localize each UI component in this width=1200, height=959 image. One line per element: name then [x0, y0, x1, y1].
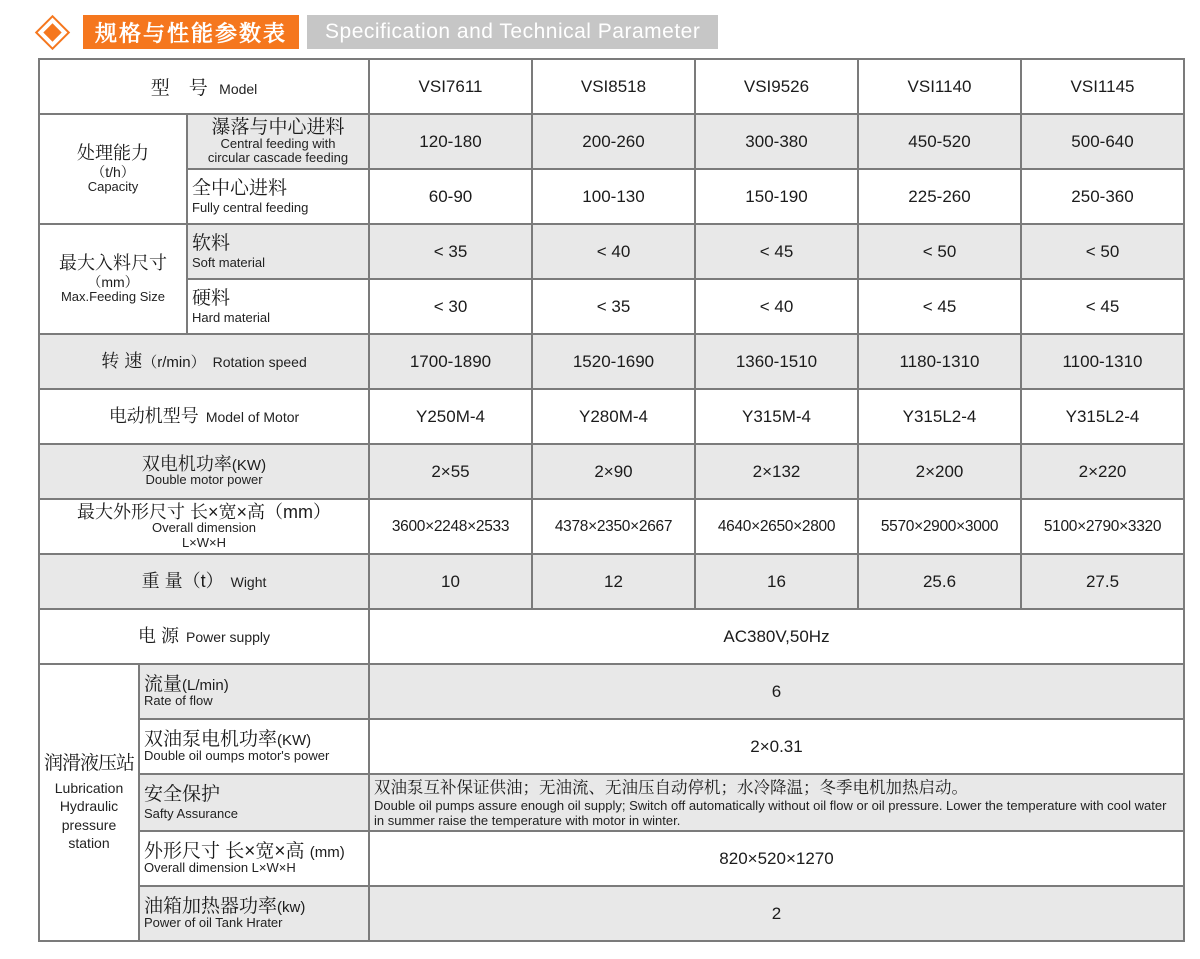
group-feeding-zh: 最大入料尺寸: [59, 253, 167, 274]
row-capacity-cascade: [39, 114, 1184, 169]
value-cell: 27.5: [1021, 554, 1184, 609]
value-cell: 2×200: [858, 444, 1021, 499]
row-lub-flow: [39, 664, 1184, 719]
row-feed-hard: [39, 279, 1184, 334]
row-lub-dimension: [39, 831, 1184, 886]
value-cell: 1100-1310: [1021, 334, 1184, 389]
value-cell: 5570×2900×3000: [858, 499, 1021, 554]
motor-model-label: 电动机型号 Model of Motor: [39, 389, 369, 444]
value-cell: 1360-1510: [695, 334, 858, 389]
subrow-safety-label: 安全保护 Safty Assurance: [139, 774, 369, 831]
power-supply-value: AC380V,50Hz: [369, 609, 1184, 664]
row-rotation-speed: [39, 334, 1184, 389]
page-title-en: Specification and Technical Parameter: [307, 15, 718, 49]
model-name: VSI1145: [1021, 59, 1184, 114]
value-cell: 2×55: [369, 444, 532, 499]
value-cell: < 50: [858, 224, 1021, 279]
model-header-en: Model: [219, 81, 258, 97]
subrow-heater-label: 油箱加热器功率(kw) Power of oil Tank Hrater: [139, 886, 369, 941]
group-capacity: [39, 114, 187, 224]
subrow-central-label: 全中心进料 Fully central feeding: [187, 169, 369, 224]
group-feeding-unit: （mm）: [87, 274, 139, 291]
value-cell: 5100×2790×3320: [1021, 499, 1184, 554]
power-supply-label: 电 源 Power supply: [39, 609, 369, 664]
model-name: VSI8518: [532, 59, 695, 114]
group-capacity-unit: （t/h）: [91, 164, 135, 181]
value-cell: < 35: [369, 224, 532, 279]
model-header-zh: 型 号: [150, 78, 208, 99]
subrow-cascade-label: 瀑落与中心进料 Central feeding with circular cascade feeding: [187, 114, 369, 169]
value-cell: < 50: [1021, 224, 1184, 279]
row-motor-model: [39, 389, 1184, 444]
row-lub-safety: [39, 774, 1184, 831]
value-cell: 2×90: [532, 444, 695, 499]
section-header: [0, 0, 1200, 52]
value-cell: 12: [532, 554, 695, 609]
model-name: VSI7611: [369, 59, 532, 114]
group-capacity-zh: 处理能力: [77, 143, 149, 164]
spec-table: [38, 58, 1185, 942]
value-cell: 3600×2248×2533: [369, 499, 532, 554]
value-cell: 250-360: [1021, 169, 1184, 224]
group-lubrication-zh: 润滑液压站: [44, 753, 135, 775]
value-cell: 450-520: [858, 114, 1021, 169]
value-cell: < 35: [532, 279, 695, 334]
row-model-header: [39, 59, 1184, 114]
diamond-icon: [35, 14, 70, 49]
row-overall-dimension: [39, 499, 1184, 554]
value-cell: 100-130: [532, 169, 695, 224]
value-cell: 200-260: [532, 114, 695, 169]
group-feeding-en: Max.Feeding Size: [60, 289, 166, 305]
row-capacity-central: [39, 169, 1184, 224]
value-cell: 500-640: [1021, 114, 1184, 169]
row-lub-heater: [39, 886, 1184, 941]
subrow-lub-dim-label: 外形尺寸 长×宽×高 (mm) Overall dimension L×W×H: [139, 831, 369, 886]
overall-dim-label: 最大外形尺寸 长×宽×高（mm） Overall dimension L×W×H: [39, 499, 369, 554]
value-cell: 10: [369, 554, 532, 609]
subrow-pump-power-label: 双油泵电机功率(KW) Double oil oumps motor's power: [139, 719, 369, 774]
value-cell: < 40: [532, 224, 695, 279]
row-lub-pump-power: [39, 719, 1184, 774]
value-cell: 2×132: [695, 444, 858, 499]
value-cell: < 30: [369, 279, 532, 334]
safety-value: 双油泵互补保证供油；无油流、无油压自动停机；水冷降温；冬季电机加热启动。 Double oil pumps assure enough oil supply; Switch off automatically without oil flow or oil pressure. Lower the temperature with cool water in summer raise the temperature with motor in winter.: [369, 774, 1184, 831]
value-cell: 4378×2350×2667: [532, 499, 695, 554]
value-cell: 150-190: [695, 169, 858, 224]
value-cell: Y280M-4: [532, 389, 695, 444]
flow-value: 6: [369, 664, 1184, 719]
model-name: VSI1140: [858, 59, 1021, 114]
lub-dim-value: 820×520×1270: [369, 831, 1184, 886]
subrow-flow-label: 流量(L/min) Rate of flow: [139, 664, 369, 719]
rotation-label: 转 速（r/min） Rotation speed: [39, 334, 369, 389]
row-power-supply: [39, 609, 1184, 664]
value-cell: Y250M-4: [369, 389, 532, 444]
value-cell: 60-90: [369, 169, 532, 224]
group-lubrication: 润滑液压站 Lubrication Hydraulic pressure station: [39, 664, 139, 941]
subrow-soft-label: 软料 Soft material: [187, 224, 369, 279]
row-feed-soft: [39, 224, 1184, 279]
pump-power-value: 2×0.31: [369, 719, 1184, 774]
value-cell: < 45: [695, 224, 858, 279]
value-cell: < 45: [858, 279, 1021, 334]
subrow-hard-label: 硬料 Hard material: [187, 279, 369, 334]
value-cell: 120-180: [369, 114, 532, 169]
weight-label: 重 量（t） Wight: [39, 554, 369, 609]
value-cell: < 45: [1021, 279, 1184, 334]
value-cell: 2×220: [1021, 444, 1184, 499]
model-header-cell: [39, 59, 369, 114]
group-capacity-en: Capacity: [87, 179, 139, 195]
value-cell: < 40: [695, 279, 858, 334]
value-cell: 4640×2650×2800: [695, 499, 858, 554]
value-cell: 1520-1690: [532, 334, 695, 389]
model-name: VSI9526: [695, 59, 858, 114]
value-cell: Y315L2-4: [1021, 389, 1184, 444]
page-title-zh: 规格与性能参数表: [83, 15, 299, 49]
value-cell: 16: [695, 554, 858, 609]
value-cell: Y315M-4: [695, 389, 858, 444]
group-feeding-size: [39, 224, 187, 334]
value-cell: 225-260: [858, 169, 1021, 224]
row-motor-power: [39, 444, 1184, 499]
value-cell: 300-380: [695, 114, 858, 169]
heater-value: 2: [369, 886, 1184, 941]
value-cell: 1180-1310: [858, 334, 1021, 389]
value-cell: 1700-1890: [369, 334, 532, 389]
value-cell: 25.6: [858, 554, 1021, 609]
row-weight: [39, 554, 1184, 609]
motor-power-label: 双电机功率(KW) Double motor power: [39, 444, 369, 499]
value-cell: Y315L2-4: [858, 389, 1021, 444]
